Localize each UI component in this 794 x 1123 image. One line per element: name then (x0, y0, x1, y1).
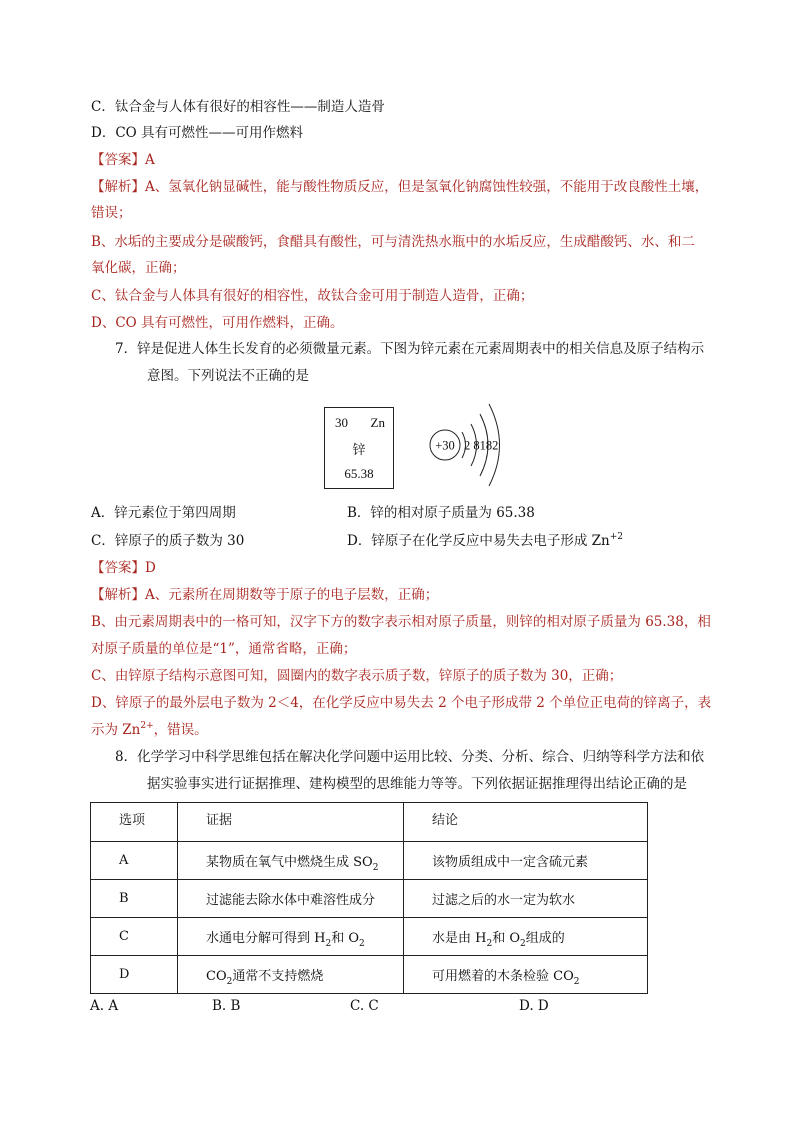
row-option: B (91, 880, 178, 918)
q7-analysis-b-cont: 对原子质量的单位是“1”，通常省略，正确； (91, 641, 357, 657)
subscript: 2 (372, 863, 379, 873)
evidence-text: CO (206, 969, 227, 984)
evidence-text: 通常不支持燃烧 (232, 969, 324, 984)
table-row (91, 880, 648, 918)
q8-choice-c: C. C (350, 998, 379, 1014)
row-option: D (91, 956, 178, 994)
row-conclusion: 过滤之后的水一定为软水 (404, 880, 648, 918)
atomic-number: 30 (335, 415, 348, 430)
atomic-mass: 65.38 (344, 466, 374, 481)
q6-analysis-c: C、钛合金与人体具有很好的相容性，故钛合金可用于制造人造骨，正确； (91, 288, 534, 304)
analysis-text: 示为 Zn (91, 722, 141, 738)
electron-shell-counts: 2 8182 (464, 438, 499, 453)
evidence-text: 某物质在氧气中燃烧生成 SO (206, 855, 373, 870)
q8-stem: 8．化学学习中科学思维包括在解决化学问题中运用比较、分类、分析、综合、归纳等科学方法和依 (115, 749, 705, 765)
q7-analysis-a (91, 586, 438, 604)
q7-option-a: A．锌元素位于第四周期 (91, 505, 236, 521)
q6-analysis-a-cont: 错误； (91, 205, 132, 221)
q8-choice-a: A. A (90, 998, 119, 1014)
q7-answer (91, 559, 156, 577)
row-evidence (178, 956, 404, 994)
subscript: 2 (520, 939, 526, 949)
row-option: C (91, 918, 178, 956)
subscript: 2 (226, 977, 233, 987)
answer-value: D (145, 560, 156, 576)
row-evidence (178, 918, 404, 956)
q7-analysis-c: C、由锌原子结构示意图可知，圆圈内的数字表示质子数，锌原子的质子数为 30，正确； (91, 668, 623, 684)
row-evidence (178, 842, 404, 880)
answer-value: A (145, 152, 155, 168)
table-row (91, 918, 648, 956)
row-evidence: 过滤能去除水体中难溶性成分 (178, 880, 404, 918)
row-conclusion: 该物质组成中一定含硫元素 (404, 842, 648, 880)
atom-structure-diagram (425, 395, 525, 495)
q7-option-d (347, 532, 623, 552)
q7-option-b: B．锌的相对原子质量为 65.38 (347, 505, 535, 521)
subscript: 2 (486, 939, 493, 949)
charge-superscript: +2 (609, 532, 623, 542)
q6-option-d: D．CO 具有可燃性——可用作燃料 (91, 125, 304, 141)
answer-label: 【答案】 (91, 560, 145, 576)
conclusion-text: 组成的 (525, 931, 565, 946)
row-conclusion (404, 956, 648, 994)
q7-stem-cont: 意图。下列说法不正确的是 (147, 368, 309, 384)
evidence-text: 水通电分解可得到 H (206, 931, 326, 946)
periodic-table-cell (324, 407, 394, 489)
q7-stem: 7．锌是促进人体生长发育的必须微量元素。下图为锌元素在元素周期表中的相关信息及原子结构示 (115, 341, 705, 357)
row-conclusion (404, 918, 648, 956)
subscript: 2 (573, 977, 580, 987)
table-header-row (91, 803, 648, 842)
element-symbol: Zn (370, 415, 385, 430)
charge-superscript: 2+ (140, 721, 154, 731)
conclusion-text: 可用燃着的木条检验 CO (432, 969, 574, 984)
q6-answer (91, 151, 155, 169)
analysis-label: 【解析】 (91, 179, 145, 195)
table-row (91, 842, 648, 880)
q8-stem-cont: 据实验事实进行证据推理、建构模型的思维能力等等。下列依据证据推理得出结论正确的是 (147, 776, 687, 792)
q7-analysis-b: B、由元素周期表中的一格可知，汉字下方的数字表示相对原子质量，则锌的相对原子质量为 65.38，相 (91, 614, 711, 630)
q6-analysis-d: D、CO 具有可燃性，可用作燃料，正确。 (91, 315, 344, 331)
q7-option-c: C．锌原子的质子数为 30 (91, 533, 245, 549)
option-text: D．锌原子在化学反应中易失去电子形成 Zn (347, 533, 610, 549)
q7-analysis-d: D、锌原子的最外层电子数为 2＜4，在化学反应中易失去 2 个电子形成带 2 个单位正电荷的锌离子，表 (91, 695, 712, 711)
element-name: 锌 (352, 442, 366, 457)
header-option: 选项 (91, 803, 178, 842)
row-option: A (91, 842, 178, 880)
q6-analysis-a (91, 178, 708, 196)
analysis-text: A、氢氧化钠显碱性，能与酸性物质反应，但是氢氧化钠腐蚀性较强，不能用于改良酸性土壤， (145, 179, 709, 195)
nucleus-charge: +30 (435, 438, 455, 453)
subscript: 2 (325, 939, 332, 949)
answer-label: 【答案】 (91, 152, 145, 168)
evidence-text: 和 O (331, 931, 360, 946)
conclusion-text: 和 O (492, 931, 521, 946)
q8-choice-d: D. D (519, 998, 549, 1014)
q6-analysis-b: B、水垢的主要成分是碳酸钙，食醋具有酸性，可与清洗热水瓶中的水垢反应，生成醋酸钙、水、和二 (91, 234, 695, 250)
analysis-text-end: ，错误。 (153, 722, 208, 738)
q8-choice-b: B. B (212, 998, 241, 1014)
q7-analysis-d-cont (91, 721, 208, 741)
q6-option-c: C．钛合金与人体有很好的相容性——制造人造骨 (91, 99, 385, 115)
conclusion-text: 水是由 H (432, 931, 487, 946)
evidence-table (90, 802, 648, 994)
analysis-text: A、元素所在周期数等于原子的电子层数，正确； (145, 587, 439, 603)
subscript: 2 (359, 939, 365, 949)
header-conclusion: 结论 (404, 803, 648, 842)
q6-analysis-b-cont: 氧化碳，正确； (91, 260, 186, 276)
table-row (91, 956, 648, 994)
analysis-label: 【解析】 (91, 587, 145, 603)
header-evidence: 证据 (178, 803, 404, 842)
